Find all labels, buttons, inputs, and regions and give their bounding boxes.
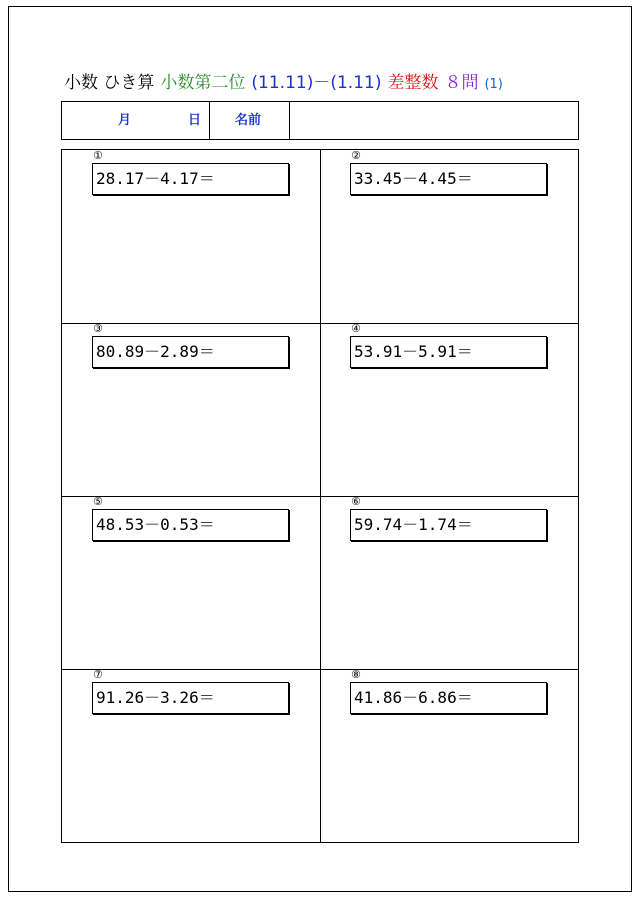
title-sheet-number: (1) <box>484 77 503 92</box>
problem-grid <box>61 149 579 843</box>
day-label: 日 <box>188 113 202 128</box>
problem-cell <box>62 323 320 496</box>
problem-number: ⑦ <box>93 668 103 681</box>
divider <box>289 102 290 139</box>
problem-number: ⑤ <box>93 495 103 508</box>
problem-expression: 41.86－6.86＝ <box>350 682 547 714</box>
problem-number: ② <box>351 149 361 162</box>
title-difference-type: 差整数 <box>387 73 439 93</box>
problem-number: ⑧ <box>351 668 361 681</box>
title-format: (11.11)－(1.11) <box>251 73 382 93</box>
problem-expression: 80.89－2.89＝ <box>92 336 289 368</box>
problem-cell <box>62 496 320 669</box>
title-subject: 小数 ひき算 <box>64 73 155 93</box>
problem-cell <box>320 669 578 842</box>
problem-cell <box>320 323 578 496</box>
problem-expression: 59.74－1.74＝ <box>350 509 547 541</box>
problem-expression: 33.45－4.45＝ <box>350 163 547 195</box>
problem-cell <box>62 150 320 323</box>
problem-number: ③ <box>93 322 103 335</box>
problem-number: ① <box>93 149 103 162</box>
name-field[interactable] <box>302 102 572 139</box>
name-date-box <box>61 101 579 140</box>
title-question-count: ８問 <box>444 73 479 93</box>
problem-expression: 48.53－0.53＝ <box>92 509 289 541</box>
problem-cell <box>320 496 578 669</box>
problem-cell <box>320 150 578 323</box>
divider <box>209 102 210 139</box>
problem-number: ⑥ <box>351 495 361 508</box>
title-decimal-place: 小数第二位 <box>160 73 246 93</box>
month-label: 月 <box>118 113 132 128</box>
problem-expression: 91.26－3.26＝ <box>92 682 289 714</box>
name-label: 名前 <box>235 113 262 128</box>
problem-expression: 53.91－5.91＝ <box>350 336 547 368</box>
problem-cell <box>62 669 320 842</box>
problem-expression: 28.17－4.17＝ <box>92 163 289 195</box>
problem-number: ④ <box>351 322 361 335</box>
worksheet-title <box>64 70 584 96</box>
